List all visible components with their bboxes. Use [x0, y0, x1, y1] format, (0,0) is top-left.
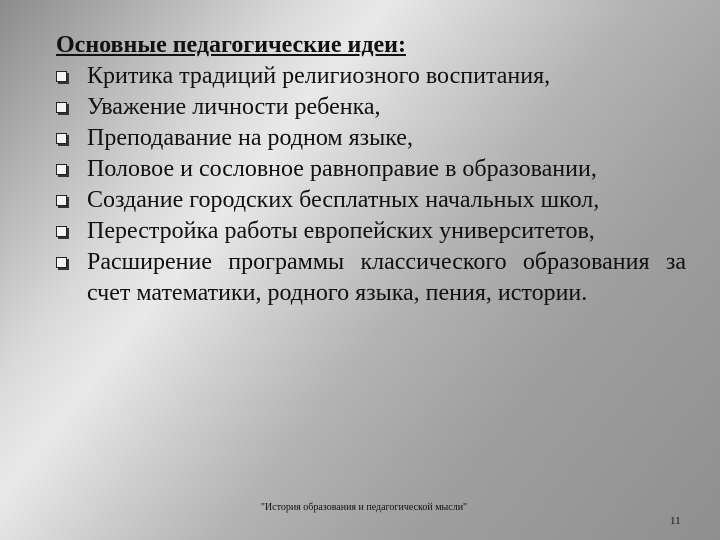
slide-content [56, 30, 686, 309]
bullet-text: Половое и сословное равноправие в образовании, [87, 156, 597, 182]
slide-heading: Основные педагогические идеи: [56, 32, 406, 58]
bullet-text: Создание городских бесплатных начальных школ, [87, 187, 600, 213]
page-number: 11 [670, 515, 681, 527]
list-item [56, 185, 686, 216]
bullet-text: Критика традиций религиозного воспитания, [87, 63, 551, 89]
footer-source: "История образования и педагогической мысли" [260, 502, 468, 513]
checkbox-square-icon [56, 133, 67, 144]
checkbox-square-icon [56, 226, 67, 237]
checkbox-square-icon [56, 102, 67, 113]
checkbox-square-icon [56, 71, 67, 82]
list-item [56, 216, 686, 247]
list-item [56, 123, 686, 154]
bullet-text: Расширение программы классического образования за счет математики, родного языка, пения, истории. [87, 249, 686, 306]
list-item [56, 154, 686, 185]
bullet-list [56, 61, 686, 309]
list-item [56, 61, 686, 92]
bullet-text: Преподавание на родном языке, [87, 125, 413, 151]
bullet-text: Перестройка работы европейских университетов, [87, 218, 595, 244]
bullet-text: Уважение личности ребенка, [87, 94, 381, 120]
list-item [56, 247, 686, 309]
checkbox-square-icon [56, 195, 67, 206]
checkbox-square-icon [56, 257, 67, 268]
list-item [56, 92, 686, 123]
checkbox-square-icon [56, 164, 67, 175]
